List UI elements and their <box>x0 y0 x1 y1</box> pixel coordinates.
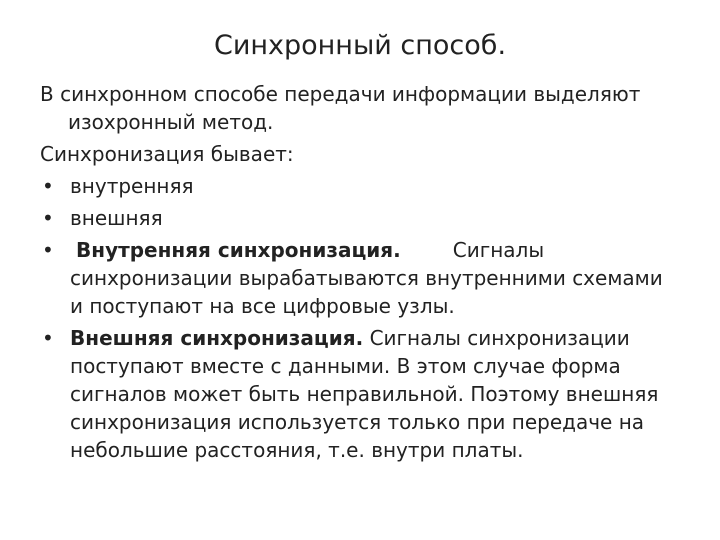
intro-paragraph: В синхронном способе передачи информации выделяют изохронный метод. <box>40 82 641 134</box>
bullet-external-sync <box>40 324 680 464</box>
bullet-internal-text: внутренняя <box>70 174 194 198</box>
bullet-dot: • <box>42 326 54 350</box>
slide-title: Синхронный способ. <box>213 30 507 61</box>
bullet-internal <box>40 172 680 200</box>
slide-content <box>40 80 680 464</box>
bullet-external <box>40 204 680 232</box>
sync-heading: Синхронизация бывает: <box>40 142 294 166</box>
bullet-dot: • <box>42 206 54 230</box>
bullet-dot: • <box>42 174 54 198</box>
internal-sync-text: Сигналы синхронизации вырабатываются внутренними схемами и поступают на все цифровые узлы. <box>70 238 663 318</box>
bullet-internal-sync <box>40 236 680 320</box>
external-sync-text: Сигналы синхронизации поступают вместе с данными. В этом случае форма сигналов может быть неправильной. Поэтому внешняя синхронизация используется только при передаче на небольшие расстояния, т.е. внутри платы. <box>70 326 659 462</box>
internal-sync-term: Внутренняя синхронизация. <box>76 238 401 262</box>
external-sync-term: Внешняя синхронизация. <box>70 326 364 350</box>
bullet-dot: • <box>42 238 54 262</box>
bullet-external-text: внешняя <box>70 206 163 230</box>
